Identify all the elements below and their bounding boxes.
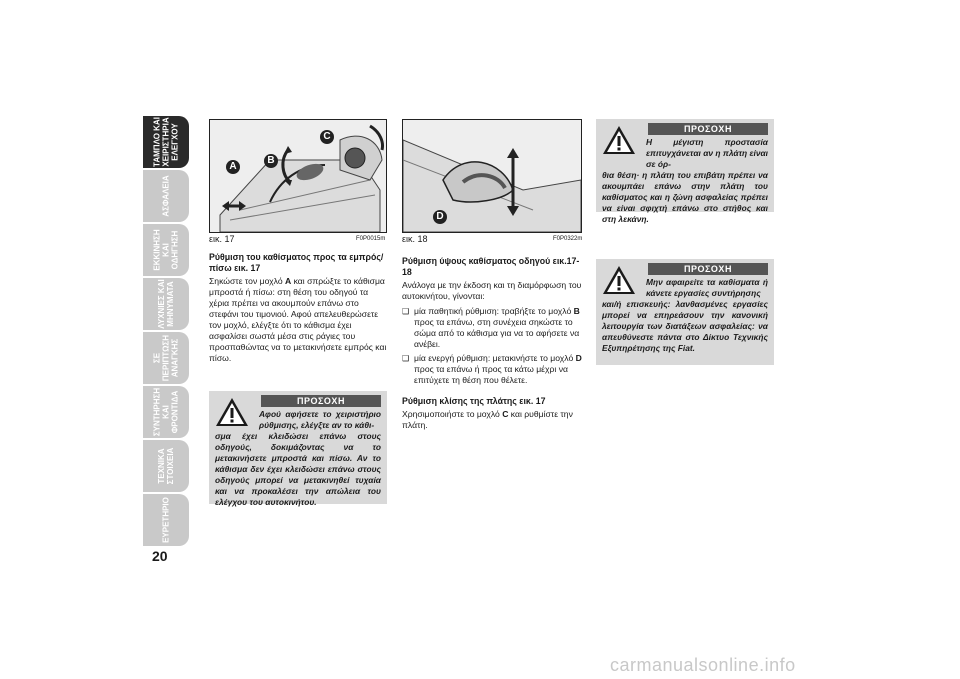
column-1 — [209, 252, 387, 373]
figure-17-seat-levers — [209, 119, 387, 233]
tab-maintenance[interactable]: ΣΥΝΤΗΡΗΣΗ ΚΑΙ ΦΡΟΝΤΙΔΑ — [143, 386, 189, 438]
figure-18-caption: εικ. 18 — [402, 234, 428, 244]
figure-17-code: F0P0015m — [356, 236, 386, 242]
paragraph-height-intro: Ανάλογα με την έκδοση και τη διαμόρφωση του αυτοκινήτου, γίνονται: — [402, 280, 582, 301]
heading-backrest: Ρύθμιση κλίσης της πλάτης εικ. 17 — [402, 396, 546, 406]
tab-dashboard-controls[interactable]: ΤΑΜΠΛΟ ΚΑΙ ΧΕΙΡΙΣΤΗΡΙΑ ΕΛΕΓΧΟΥ — [143, 116, 189, 168]
chapter-tabs — [143, 116, 189, 548]
warning-box-1 — [209, 391, 387, 507]
page-number: 20 — [152, 548, 168, 564]
watermark: carmanualsonline.info — [610, 655, 796, 675]
callout-d: D — [433, 210, 447, 224]
column-2 — [402, 256, 582, 440]
tab-safety[interactable]: ΑΣΦΑΛΕΙΑ — [143, 170, 189, 222]
figure-18-height-lever — [402, 119, 582, 233]
paragraph-forward-back: Σηκώστε τον μοχλό A και σπρώξτε το κάθισμα μπροστά ή πίσω: στη θέση του οδηγού τα χέρια πρέπει να ακουμπούν επάνω στο στεφάνι του τιμονιού. Αφού απελευθερώσετε τον μοχλό, ελέγξτε ότι το κάθισμα έχει ασφαλίσει σωστά μέσα στις ράγιες του προσπαθώντας να το μετακινήσετε εμπρός και πίσω. — [209, 276, 387, 363]
bullet-passive: ❑ μία παθητική ρύθμιση: τραβήξτε το μοχλό B προς τα επάνω, στη συνέχεια σηκώστε το σώμα από το κάθισμα για να το αφήσετε να ανέβει. — [402, 306, 582, 350]
figure-17-caption: εικ. 17 — [209, 234, 235, 244]
warning-text: Μην αφαιρείτε τα καθίσματα ή κάνετε εργασίες συντήρησης και/ή επισκευής: λανθασμένες εργασίες μπορεί να επηρεάσουν την κανονική λειτουργία των διατάξεων ασφαλείας: να απευθύνεστε πάντα στο Δίκτυο Τεχνικής Εξυπηρέτησης της Fiat. — [602, 277, 768, 353]
warning-box-3 — [596, 259, 774, 365]
callout-b: B — [264, 154, 278, 168]
warning-text: Η μέγιστη προστασία επιτυγχάνεται αν η πλάτη είναι σε όρ- θια θέση· η πλάτη του επιβάτη πρέπει να ακουμπάει επάνω στην πλάτη του καθίσματος και η ζώνη ασφαλείας πρέπει να είναι σφιχτή επάνω στο στήθος και στη λεκάνη. — [602, 137, 768, 224]
seat-height-illustration — [403, 120, 581, 232]
warning-title: ΠΡΟΣΟΧΗ — [261, 395, 381, 407]
tab-technical-data[interactable]: ΤΕΧΝΙΚΑ ΣΤΟΙΧΕΙΑ — [143, 440, 189, 492]
heading-seat-height: Ρύθμιση ύψους καθίσματος οδηγού εικ.17-18 — [402, 256, 580, 277]
figure-18-code: F0P0322m — [553, 236, 583, 242]
warning-text: Αφού αφήσετε το χειριστήριο ρύθμισης, ελέγξτε αν το κάθι- σμα έχει κλειδώσει επάνω στους οδηγούς, δοκιμάζοντας να το μετακινήσετε μπροστά και πίσω. Αν το κάθισμα δεν έχει κλειδώσει επάνω στους οδηγούς μπορεί να μετακινηθεί τυχαία και να προκαλέσει την απώλεια του ελέγχου του αυτοκινήτου. — [215, 409, 381, 507]
warning-box-2 — [596, 119, 774, 224]
seat-illustration — [210, 120, 386, 232]
callout-a: A — [226, 160, 240, 174]
paragraph-backrest: Χρησιμοποιήστε το μοχλό C και ρυθμίστε την πλάτη. — [402, 409, 573, 430]
tab-index[interactable]: ΕΥΡΕΤΗΡΙΟ — [143, 494, 189, 546]
bullet-active: ❑ μία ενεργή ρύθμιση: μετακινήστε το μοχλό D προς τα επάνω ή προς τα κάτω μέχρι να επιτύχετε τη θέση που θέλετε. — [402, 353, 582, 386]
warning-title: ΠΡΟΣΟΧΗ — [648, 263, 768, 275]
callout-c: C — [320, 130, 334, 144]
heading-forward-back: Ρύθμιση του καθίσματος προς τα εμπρός/πίσω εικ. 17 — [209, 252, 384, 273]
tab-warning-lights[interactable]: ΛΥΧΝΙΕΣ ΚΑΙ ΜΗΝΥΜΑΤΑ — [143, 278, 189, 330]
tab-emergency[interactable]: ΣΕ ΠΕΡΙΠΤΩΣΗ ΑΝΑΓΚΗΣ — [143, 332, 189, 384]
warning-title: ΠΡΟΣΟΧΗ — [648, 123, 768, 135]
tab-starting-driving[interactable]: ΕΚΚΙΝΗΣΗ ΚΑΙ ΟΔΗΓΗΣΗ — [143, 224, 189, 276]
